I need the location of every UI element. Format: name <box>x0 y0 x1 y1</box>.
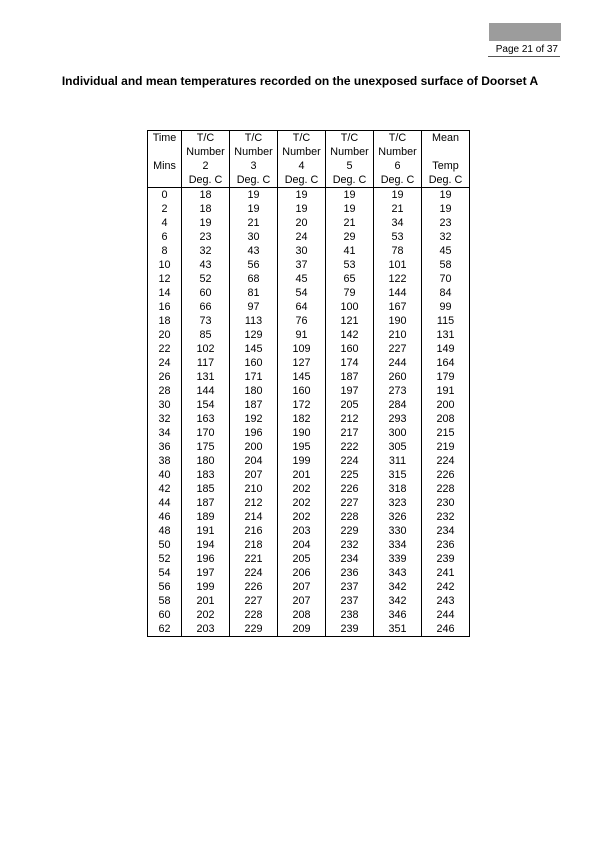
cell-tc4: 76 <box>278 314 326 328</box>
cell-tc6: 144 <box>374 286 422 300</box>
cell-tc5: 217 <box>326 426 374 440</box>
cell-tc5: 239 <box>326 622 374 637</box>
cell-time: 26 <box>148 370 182 384</box>
cell-tc3: 212 <box>230 496 278 510</box>
table-row <box>148 384 470 398</box>
table-row <box>148 230 470 244</box>
cell-tc3: 218 <box>230 538 278 552</box>
cell-tc5: 238 <box>326 608 374 622</box>
cell-time: 40 <box>148 468 182 482</box>
cell-tc6: 323 <box>374 496 422 510</box>
cell-time: 44 <box>148 496 182 510</box>
cell-time: 6 <box>148 230 182 244</box>
cell-tc5: 29 <box>326 230 374 244</box>
cell-tc5: 174 <box>326 356 374 370</box>
cell-tc2: 201 <box>182 594 230 608</box>
cell-mean: 208 <box>422 412 470 426</box>
cell-tc3: 227 <box>230 594 278 608</box>
cell-mean: 224 <box>422 454 470 468</box>
cell-tc4: 195 <box>278 440 326 454</box>
cell-tc3: 97 <box>230 300 278 314</box>
table-row <box>148 510 470 524</box>
cell-mean: 219 <box>422 440 470 454</box>
cell-tc6: 293 <box>374 412 422 426</box>
cell-tc6: 346 <box>374 608 422 622</box>
table-row <box>148 594 470 608</box>
cell-tc4: 182 <box>278 412 326 426</box>
cell-tc3: 196 <box>230 426 278 440</box>
cell-tc2: 43 <box>182 258 230 272</box>
cell-tc2: 180 <box>182 454 230 468</box>
cell-time: 62 <box>148 622 182 637</box>
cell-tc5: 222 <box>326 440 374 454</box>
header-row <box>148 159 470 173</box>
cell-tc5: 226 <box>326 482 374 496</box>
header-cell-mean: Deg. C <box>422 173 470 188</box>
header-cell-time: Mins <box>148 159 182 173</box>
cell-tc4: 190 <box>278 426 326 440</box>
cell-tc3: 113 <box>230 314 278 328</box>
cell-tc2: 189 <box>182 510 230 524</box>
cell-tc5: 237 <box>326 580 374 594</box>
cell-mean: 243 <box>422 594 470 608</box>
cell-tc5: 53 <box>326 258 374 272</box>
cell-tc2: 144 <box>182 384 230 398</box>
cell-time: 48 <box>148 524 182 538</box>
table-row <box>148 188 470 203</box>
cell-tc6: 330 <box>374 524 422 538</box>
cell-tc3: 43 <box>230 244 278 258</box>
cell-tc4: 91 <box>278 328 326 342</box>
cell-tc2: 131 <box>182 370 230 384</box>
cell-tc3: 129 <box>230 328 278 342</box>
cell-time: 0 <box>148 188 182 203</box>
cell-tc5: 228 <box>326 510 374 524</box>
cell-mean: 236 <box>422 538 470 552</box>
cell-time: 30 <box>148 398 182 412</box>
table-row <box>148 398 470 412</box>
cell-tc6: 19 <box>374 188 422 203</box>
cell-tc4: 209 <box>278 622 326 637</box>
header-cell-tc6: T/C <box>374 131 422 146</box>
header-cell-tc5: Number <box>326 145 374 159</box>
cell-tc3: 19 <box>230 202 278 216</box>
cell-mean: 241 <box>422 566 470 580</box>
header-cell-tc6: Deg. C <box>374 173 422 188</box>
cell-tc4: 207 <box>278 594 326 608</box>
header-cell-tc6: Number <box>374 145 422 159</box>
cell-tc3: 226 <box>230 580 278 594</box>
cell-time: 50 <box>148 538 182 552</box>
cell-tc2: 170 <box>182 426 230 440</box>
table-row <box>148 482 470 496</box>
cell-time: 18 <box>148 314 182 328</box>
cell-time: 60 <box>148 608 182 622</box>
cell-tc4: 201 <box>278 468 326 482</box>
header-cell-tc6: 6 <box>374 159 422 173</box>
cell-tc2: 85 <box>182 328 230 342</box>
cell-tc4: 208 <box>278 608 326 622</box>
cell-tc4: 45 <box>278 272 326 286</box>
cell-tc2: 60 <box>182 286 230 300</box>
table-row <box>148 538 470 552</box>
cell-mean: 226 <box>422 468 470 482</box>
cell-mean: 228 <box>422 482 470 496</box>
cell-tc5: 212 <box>326 412 374 426</box>
cell-tc4: 145 <box>278 370 326 384</box>
cell-tc5: 41 <box>326 244 374 258</box>
cell-tc5: 121 <box>326 314 374 328</box>
cell-tc5: 142 <box>326 328 374 342</box>
header-row <box>148 173 470 188</box>
cell-tc2: 183 <box>182 468 230 482</box>
cell-time: 28 <box>148 384 182 398</box>
header-cell-time: Time <box>148 131 182 146</box>
cell-tc4: 204 <box>278 538 326 552</box>
cell-tc3: 56 <box>230 258 278 272</box>
table-row <box>148 258 470 272</box>
cell-tc6: 315 <box>374 468 422 482</box>
cell-tc3: 180 <box>230 384 278 398</box>
cell-tc3: 171 <box>230 370 278 384</box>
cell-tc2: 194 <box>182 538 230 552</box>
cell-mean: 23 <box>422 216 470 230</box>
table-row <box>148 300 470 314</box>
table-row <box>148 454 470 468</box>
cell-tc3: 160 <box>230 356 278 370</box>
cell-tc3: 204 <box>230 454 278 468</box>
header-cell-tc4: Number <box>278 145 326 159</box>
cell-tc3: 200 <box>230 440 278 454</box>
cell-mean: 19 <box>422 202 470 216</box>
header-cell-time <box>148 173 182 188</box>
cell-mean: 244 <box>422 608 470 622</box>
cell-tc6: 260 <box>374 370 422 384</box>
cell-tc6: 300 <box>374 426 422 440</box>
cell-tc5: 65 <box>326 272 374 286</box>
table-row <box>148 468 470 482</box>
cell-tc4: 202 <box>278 482 326 496</box>
cell-mean: 149 <box>422 342 470 356</box>
cell-tc5: 160 <box>326 342 374 356</box>
cell-tc5: 19 <box>326 202 374 216</box>
cell-tc2: 196 <box>182 552 230 566</box>
cell-tc2: 18 <box>182 202 230 216</box>
cell-time: 12 <box>148 272 182 286</box>
table-row <box>148 370 470 384</box>
cell-time: 24 <box>148 356 182 370</box>
cell-tc6: 210 <box>374 328 422 342</box>
table-row <box>148 286 470 300</box>
cell-tc3: 229 <box>230 622 278 637</box>
cell-time: 22 <box>148 342 182 356</box>
cell-tc5: 225 <box>326 468 374 482</box>
cell-mean: 115 <box>422 314 470 328</box>
cell-mean: 99 <box>422 300 470 314</box>
cell-tc5: 236 <box>326 566 374 580</box>
cell-time: 58 <box>148 594 182 608</box>
cell-mean: 215 <box>422 426 470 440</box>
cell-tc2: 202 <box>182 608 230 622</box>
cell-tc2: 191 <box>182 524 230 538</box>
cell-tc2: 199 <box>182 580 230 594</box>
cell-tc2: 185 <box>182 482 230 496</box>
cell-tc5: 229 <box>326 524 374 538</box>
cell-tc6: 21 <box>374 202 422 216</box>
cell-time: 42 <box>148 482 182 496</box>
cell-tc5: 100 <box>326 300 374 314</box>
cell-tc6: 167 <box>374 300 422 314</box>
cell-tc3: 30 <box>230 230 278 244</box>
cell-tc4: 202 <box>278 496 326 510</box>
cell-tc4: 19 <box>278 188 326 203</box>
table-row <box>148 496 470 510</box>
cell-time: 38 <box>148 454 182 468</box>
cell-time: 32 <box>148 412 182 426</box>
table-header <box>148 131 470 188</box>
cell-time: 16 <box>148 300 182 314</box>
cell-tc6: 305 <box>374 440 422 454</box>
cell-time: 46 <box>148 510 182 524</box>
cell-tc3: 192 <box>230 412 278 426</box>
cell-tc4: 206 <box>278 566 326 580</box>
table-row <box>148 244 470 258</box>
cell-time: 52 <box>148 552 182 566</box>
cell-tc4: 207 <box>278 580 326 594</box>
cell-tc4: 205 <box>278 552 326 566</box>
header-row <box>148 145 470 159</box>
cell-tc3: 21 <box>230 216 278 230</box>
cell-tc6: 318 <box>374 482 422 496</box>
cell-tc6: 351 <box>374 622 422 637</box>
temperature-table <box>147 130 470 637</box>
cell-time: 4 <box>148 216 182 230</box>
header-rule <box>488 56 560 57</box>
cell-tc6: 101 <box>374 258 422 272</box>
cell-tc2: 73 <box>182 314 230 328</box>
cell-tc4: 109 <box>278 342 326 356</box>
table-row <box>148 440 470 454</box>
cell-time: 56 <box>148 580 182 594</box>
cell-tc4: 160 <box>278 384 326 398</box>
cell-time: 36 <box>148 440 182 454</box>
cell-mean: 164 <box>422 356 470 370</box>
cell-mean: 246 <box>422 622 470 637</box>
cell-tc3: 224 <box>230 566 278 580</box>
table-row <box>148 622 470 637</box>
header-cell-tc5: 5 <box>326 159 374 173</box>
cell-tc4: 202 <box>278 510 326 524</box>
cell-tc2: 66 <box>182 300 230 314</box>
header-cell-tc3: Number <box>230 145 278 159</box>
cell-tc4: 203 <box>278 524 326 538</box>
header-cell-tc3: Deg. C <box>230 173 278 188</box>
cell-mean: 131 <box>422 328 470 342</box>
cell-tc5: 234 <box>326 552 374 566</box>
header-cell-mean <box>422 145 470 159</box>
cell-tc5: 21 <box>326 216 374 230</box>
cell-tc5: 79 <box>326 286 374 300</box>
cell-mean: 200 <box>422 398 470 412</box>
cell-tc6: 343 <box>374 566 422 580</box>
cell-tc6: 334 <box>374 538 422 552</box>
header-cell-tc2: 2 <box>182 159 230 173</box>
table-row <box>148 328 470 342</box>
cell-mean: 232 <box>422 510 470 524</box>
page-title: Individual and mean temperatures recorded on the unexposed surface of Doorset A <box>61 74 539 88</box>
cell-tc5: 232 <box>326 538 374 552</box>
cell-tc6: 53 <box>374 230 422 244</box>
cell-mean: 45 <box>422 244 470 258</box>
cell-tc4: 20 <box>278 216 326 230</box>
cell-tc2: 117 <box>182 356 230 370</box>
cell-tc3: 187 <box>230 398 278 412</box>
cell-tc3: 207 <box>230 468 278 482</box>
header-row <box>148 131 470 146</box>
cell-tc5: 197 <box>326 384 374 398</box>
cell-tc3: 214 <box>230 510 278 524</box>
cell-time: 14 <box>148 286 182 300</box>
header-cell-mean: Temp <box>422 159 470 173</box>
header-cell-tc2: Number <box>182 145 230 159</box>
cell-mean: 70 <box>422 272 470 286</box>
table-row <box>148 314 470 328</box>
cell-tc2: 203 <box>182 622 230 637</box>
header-cell-tc4: T/C <box>278 131 326 146</box>
cell-time: 34 <box>148 426 182 440</box>
cell-tc6: 190 <box>374 314 422 328</box>
cell-tc4: 37 <box>278 258 326 272</box>
header-cell-tc2: T/C <box>182 131 230 146</box>
table-row <box>148 202 470 216</box>
cell-tc4: 54 <box>278 286 326 300</box>
cell-tc3: 68 <box>230 272 278 286</box>
cell-tc3: 210 <box>230 482 278 496</box>
cell-tc2: 32 <box>182 244 230 258</box>
cell-tc3: 221 <box>230 552 278 566</box>
cell-mean: 230 <box>422 496 470 510</box>
cell-tc6: 339 <box>374 552 422 566</box>
cell-tc5: 205 <box>326 398 374 412</box>
cell-tc6: 78 <box>374 244 422 258</box>
cell-tc3: 145 <box>230 342 278 356</box>
cell-tc4: 24 <box>278 230 326 244</box>
cell-mean: 19 <box>422 188 470 203</box>
table-row <box>148 580 470 594</box>
table-row <box>148 356 470 370</box>
cell-tc2: 23 <box>182 230 230 244</box>
cell-tc3: 81 <box>230 286 278 300</box>
header-cell-tc2: Deg. C <box>182 173 230 188</box>
cell-mean: 239 <box>422 552 470 566</box>
cell-tc2: 175 <box>182 440 230 454</box>
cell-tc2: 52 <box>182 272 230 286</box>
cell-mean: 234 <box>422 524 470 538</box>
table-body <box>148 188 470 637</box>
header-cell-tc4: Deg. C <box>278 173 326 188</box>
table-row <box>148 524 470 538</box>
header-cell-tc5: Deg. C <box>326 173 374 188</box>
table-row <box>148 566 470 580</box>
cell-tc4: 30 <box>278 244 326 258</box>
cell-tc6: 326 <box>374 510 422 524</box>
cell-time: 10 <box>148 258 182 272</box>
cell-tc6: 227 <box>374 342 422 356</box>
cell-mean: 179 <box>422 370 470 384</box>
table-row <box>148 272 470 286</box>
cell-tc3: 216 <box>230 524 278 538</box>
cell-tc2: 18 <box>182 188 230 203</box>
header-grey-box <box>489 23 561 41</box>
cell-tc2: 19 <box>182 216 230 230</box>
cell-time: 2 <box>148 202 182 216</box>
cell-tc6: 342 <box>374 594 422 608</box>
cell-tc5: 19 <box>326 188 374 203</box>
cell-tc3: 228 <box>230 608 278 622</box>
header-cell-tc4: 4 <box>278 159 326 173</box>
cell-tc4: 127 <box>278 356 326 370</box>
cell-time: 8 <box>148 244 182 258</box>
cell-tc4: 199 <box>278 454 326 468</box>
cell-tc6: 244 <box>374 356 422 370</box>
header-cell-tc3: 3 <box>230 159 278 173</box>
cell-tc6: 34 <box>374 216 422 230</box>
cell-mean: 242 <box>422 580 470 594</box>
cell-tc4: 19 <box>278 202 326 216</box>
table-row <box>148 552 470 566</box>
cell-tc2: 163 <box>182 412 230 426</box>
table-row <box>148 426 470 440</box>
header-cell-mean: Mean <box>422 131 470 146</box>
table-row <box>148 608 470 622</box>
cell-mean: 32 <box>422 230 470 244</box>
cell-tc2: 197 <box>182 566 230 580</box>
cell-tc5: 237 <box>326 594 374 608</box>
cell-tc6: 122 <box>374 272 422 286</box>
cell-tc4: 64 <box>278 300 326 314</box>
cell-tc6: 273 <box>374 384 422 398</box>
cell-time: 54 <box>148 566 182 580</box>
cell-tc5: 187 <box>326 370 374 384</box>
page-number: Page 21 of 37 <box>495 44 558 55</box>
cell-tc5: 224 <box>326 454 374 468</box>
header-cell-tc5: T/C <box>326 131 374 146</box>
header-cell-time <box>148 145 182 159</box>
cell-mean: 58 <box>422 258 470 272</box>
cell-tc2: 102 <box>182 342 230 356</box>
cell-tc3: 19 <box>230 188 278 203</box>
cell-tc6: 284 <box>374 398 422 412</box>
cell-tc5: 227 <box>326 496 374 510</box>
cell-tc6: 311 <box>374 454 422 468</box>
table-row <box>148 342 470 356</box>
cell-tc2: 187 <box>182 496 230 510</box>
cell-tc6: 342 <box>374 580 422 594</box>
table-row <box>148 216 470 230</box>
cell-mean: 191 <box>422 384 470 398</box>
cell-mean: 84 <box>422 286 470 300</box>
cell-tc4: 172 <box>278 398 326 412</box>
cell-time: 20 <box>148 328 182 342</box>
table-row <box>148 412 470 426</box>
header-cell-tc3: T/C <box>230 131 278 146</box>
cell-tc2: 154 <box>182 398 230 412</box>
